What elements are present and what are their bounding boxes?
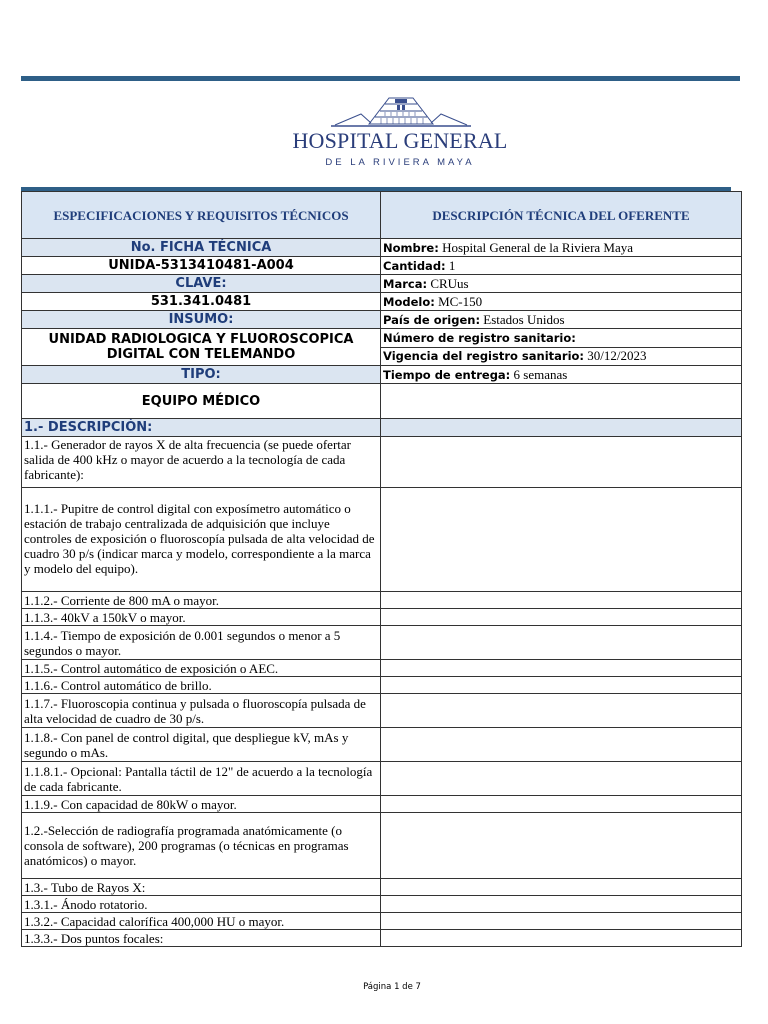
modelo-label: Modelo: xyxy=(383,294,435,309)
empty-cell xyxy=(381,626,742,660)
header-specifications: ESPECIFICACIONES Y REQUISITOS TÉCNICOS xyxy=(22,192,381,239)
table-row xyxy=(22,437,742,488)
empty-cell xyxy=(381,437,742,488)
empty-cell xyxy=(381,694,742,728)
empty-cell xyxy=(381,896,742,913)
table-header-row xyxy=(22,192,742,239)
empty-cell xyxy=(381,728,742,762)
clave-label: CLAVE: xyxy=(22,275,381,293)
table-row xyxy=(22,813,742,879)
spec-item: 1.1.8.1.- Opcional: Pantalla táctil de 12" de acuerdo a la tecnología de cada fabricante. xyxy=(22,762,381,796)
table-row xyxy=(22,896,742,913)
clave-value: 531.341.0481 xyxy=(22,293,381,311)
table-row xyxy=(22,275,742,293)
table-row xyxy=(22,660,742,677)
pais-cell xyxy=(381,311,742,329)
logo-subtitle: DE LA RIVIERA MAYA xyxy=(325,157,475,168)
page-number: Página 1 de 7 xyxy=(363,982,421,992)
logo-title: HOSPITAL GENERAL xyxy=(292,128,508,153)
spec-item: 1.3.- Tubo de Rayos X: xyxy=(22,879,381,896)
empty-cell xyxy=(381,609,742,626)
table-row xyxy=(22,694,742,728)
pais-value: Estados Unidos xyxy=(483,311,565,327)
table-row xyxy=(22,366,742,384)
spec-item: 1.3.3.- Dos puntos focales: xyxy=(22,930,381,947)
empty-cell xyxy=(381,796,742,813)
table-row xyxy=(22,796,742,813)
cantidad-cell xyxy=(381,257,742,275)
registro-label: Número de registro sanitario: xyxy=(383,330,576,345)
tipo-value: EQUIPO MÉDICO xyxy=(22,384,381,419)
top-rule xyxy=(21,76,740,81)
ficha-value: UNIDA-5313410481-A004 xyxy=(22,257,381,275)
spec-item: 1.1.- Generador de rayos X de alta frecuencia (se puede ofertar salida de 400 kHz o mayor de acuerdo a la tecnología de cada fabricante): xyxy=(22,437,381,488)
table-row xyxy=(22,311,742,329)
table-row xyxy=(22,930,742,947)
table-row xyxy=(22,677,742,694)
table-row xyxy=(22,879,742,896)
spec-item: 1.1.2.- Corriente de 800 mA o mayor. xyxy=(22,592,381,609)
empty-cell xyxy=(381,930,742,947)
empty-cell xyxy=(381,592,742,609)
spec-item: 1.3.2.- Capacidad calorífica 400,000 HU o mayor. xyxy=(22,913,381,930)
empty-cell xyxy=(381,660,742,677)
table-row xyxy=(22,762,742,796)
empty-cell xyxy=(381,762,742,796)
entrega-value: 6 semanas xyxy=(513,366,568,382)
spec-item: 1.1.1.- Pupitre de control digital con exposímetro automático o estación de trabajo centralizada de adquisición que incluye controles de exposición o fluoroscopía pulsada de alta velocidad de cuadro 30 p/s (indicar marca y modelo, correspondiente a la marca y modelo del equipo). xyxy=(22,488,381,592)
hospital-logo xyxy=(0,90,768,180)
table-row xyxy=(22,419,742,437)
vigencia-label: Vigencia del registro sanitario: xyxy=(383,349,585,364)
marca-cell xyxy=(381,275,742,293)
vigencia-cell xyxy=(381,347,742,366)
modelo-value: MC-150 xyxy=(438,293,483,309)
empty-cell xyxy=(381,913,742,930)
table-row xyxy=(22,239,742,257)
table-row xyxy=(22,592,742,609)
table-row xyxy=(22,728,742,762)
insumo-label: INSUMO: xyxy=(22,311,381,329)
table-row xyxy=(22,609,742,626)
entrega-label: Tiempo de entrega: xyxy=(383,367,511,382)
section-description-title: 1.- DESCRIPCIÓN: xyxy=(22,419,381,437)
nombre-cell xyxy=(381,239,742,257)
empty-cell xyxy=(381,879,742,896)
pais-label: País de origen: xyxy=(383,312,481,327)
spec-item: 1.1.5.- Control automático de exposición o AEC. xyxy=(22,660,381,677)
marca-value: CRUus xyxy=(430,275,469,291)
cantidad-label: Cantidad: xyxy=(383,258,446,273)
header-offeror-description: DESCRIPCIÓN TÉCNICA DEL OFERENTE xyxy=(381,192,742,239)
table-row xyxy=(22,384,742,419)
spec-item: 1.1.7.- Fluoroscopia continua y pulsada o fluoroscopía pulsada de alta velocidad de cuadro de 30 p/s. xyxy=(22,694,381,728)
specifications-table xyxy=(21,191,742,947)
empty-cell xyxy=(381,384,742,419)
nombre-label: Nombre: xyxy=(383,240,439,255)
table-row xyxy=(22,488,742,592)
insumo-value: UNIDAD RADIOLOGICA Y FLUOROSCOPICA DIGITAL CON TELEMANDO xyxy=(22,329,381,366)
ficha-label: No. FICHA TÉCNICA xyxy=(22,239,381,257)
table-row xyxy=(22,626,742,660)
table-row xyxy=(22,257,742,275)
empty-cell xyxy=(381,677,742,694)
spec-item: 1.3.1.- Ánodo rotatorio. xyxy=(22,896,381,913)
cantidad-value: 1 xyxy=(448,257,456,273)
spec-item: 1.1.4.- Tiempo de exposición de 0.001 segundos o menor a 5 segundos o mayor. xyxy=(22,626,381,660)
spec-item: 1.1.3.- 40kV a 150kV o mayor. xyxy=(22,609,381,626)
table-row xyxy=(22,293,742,311)
empty-cell xyxy=(381,488,742,592)
spec-item: 1.2.-Selección de radiografía programada anatómicamente (o consola de software), 200 programas (o técnicas en programas anatómicos) o mayor. xyxy=(22,813,381,879)
registro-cell xyxy=(381,329,742,348)
marca-label: Marca: xyxy=(383,276,428,291)
vigencia-value: 30/12/2023 xyxy=(587,348,647,364)
nombre-value: Hospital General de la Riviera Maya xyxy=(442,239,634,255)
spec-item: 1.1.6.- Control automático de brillo. xyxy=(22,677,381,694)
pyramid-logo-icon xyxy=(331,92,471,128)
empty-cell xyxy=(381,419,742,437)
table-row xyxy=(22,913,742,930)
spec-item: 1.1.8.- Con panel de control digital, que despliegue kV, mAs y segundo o mAs. xyxy=(22,728,381,762)
entrega-cell xyxy=(381,366,742,384)
modelo-cell xyxy=(381,293,742,311)
table-row xyxy=(22,329,742,348)
spec-item: 1.1.9.- Con capacidad de 80kW o mayor. xyxy=(22,796,381,813)
tipo-label: TIPO: xyxy=(22,366,381,384)
empty-cell xyxy=(381,813,742,879)
